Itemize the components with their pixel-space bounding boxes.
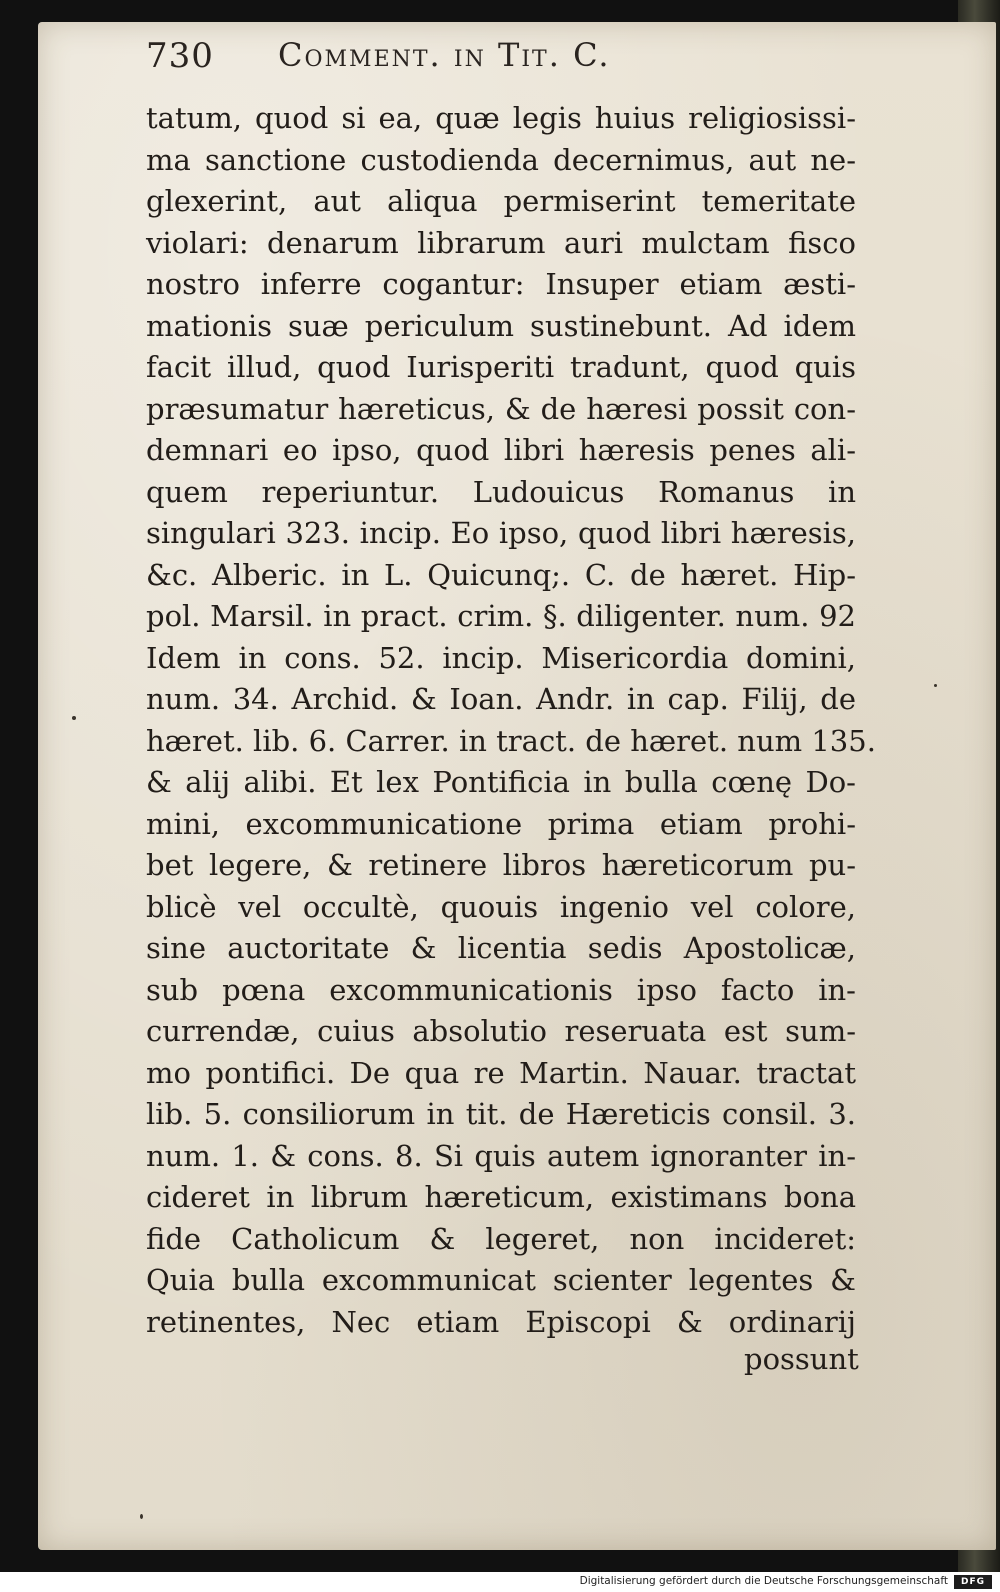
text-line: num. 1. & cons. 8. Si quis autem ignoranter in- [146, 1138, 856, 1173]
text-line: sine auctoritate & licentia sedis Apostolicæ, [146, 931, 856, 965]
page-number: 730 [146, 36, 214, 76]
text-line: ma sanctione custodienda decernimus, aut ne- [146, 142, 856, 177]
ink-fleck [140, 1514, 143, 1519]
text-line: bet legere, & retinere libros hæreticorum pu- [146, 848, 856, 882]
text-line: tatum, quod si ea, quæ legis huius religiosissi- [146, 101, 856, 135]
text-line: glexerint, aut aliqua permiserint temeritate [146, 184, 856, 218]
text-line: nostro inferre cogantur: Insuper etiam æsti- [146, 267, 856, 301]
running-head: Comment. in Tit. C. [278, 36, 611, 74]
text-line: violari: denarum librarum auri mulctam fisco [146, 225, 856, 260]
catchword: possunt [744, 1342, 859, 1376]
text-line: mini, excommunicatione prima etiam prohi- [146, 806, 856, 841]
ink-fleck [934, 684, 937, 687]
footer-bar [0, 1572, 1000, 1592]
text-line: num. 34. Archid. & Ioan. Andr. in cap. Filij, de [146, 682, 856, 716]
text-line: singulari 323. incip. Eo ipso, quod libri hæresis, [146, 516, 856, 550]
text-line: pol. Marsil. in pract. crim. §. diligenter. num. 92 [146, 599, 856, 633]
text-line: sub pœna excommunicationis ipso facto in- [146, 972, 856, 1007]
text-line: & alij alibi. Et lex Pontificia in bulla cœnę Do- [146, 765, 856, 799]
text-line: quem reperiuntur. Ludouicus Romanus in [146, 474, 856, 509]
text-line: currendæ, cuius absolutio reseruata est sum- [146, 1014, 856, 1048]
funding-credit: Digitalisierung gefördert durch die Deutsche Forschungsgemeinschaft [579, 1575, 948, 1587]
text-line: mo pontifici. De qua re Martin. Nauar. tractat [146, 1055, 856, 1090]
text-line: Idem in cons. 52. incip. Misericordia domini, [146, 640, 856, 675]
ink-fleck [72, 716, 76, 720]
text-line: retinentes, Nec etiam Episcopi & ordinarij [146, 1304, 856, 1339]
dfg-logo: DFG [954, 1575, 992, 1589]
text-line: cideret in librum hæreticum, existimans bona [146, 1180, 856, 1214]
text-line: demnari eo ipso, quod libri hæresis penes ali- [146, 433, 856, 467]
text-line: facit illud, quod Iurisperiti tradunt, quod quis [146, 350, 856, 384]
text-line: præsumatur hæreticus, & de hæresi possit con- [146, 391, 856, 426]
text-line: hæret. lib. 6. Carrer. in tract. de hæret. num 135. [146, 723, 876, 758]
text-line: lib. 5. consiliorum in tit. de Hæreticis consil. 3. [146, 1097, 856, 1131]
page-header [146, 36, 846, 96]
text-line: &c. Alberic. in L. Quicunq;. C. de hæret. Hip- [146, 557, 856, 592]
text-line: Quia bulla excommunicat scienter legentes & [146, 1263, 856, 1297]
body-text [146, 98, 876, 1343]
text-line: mationis suæ periculum sustinebunt. Ad idem [146, 308, 856, 343]
text-line: fide Catholicum & legeret, non incideret: [146, 1221, 856, 1256]
text-line: blicè vel occultè, quouis ingenio vel colore, [146, 889, 856, 924]
